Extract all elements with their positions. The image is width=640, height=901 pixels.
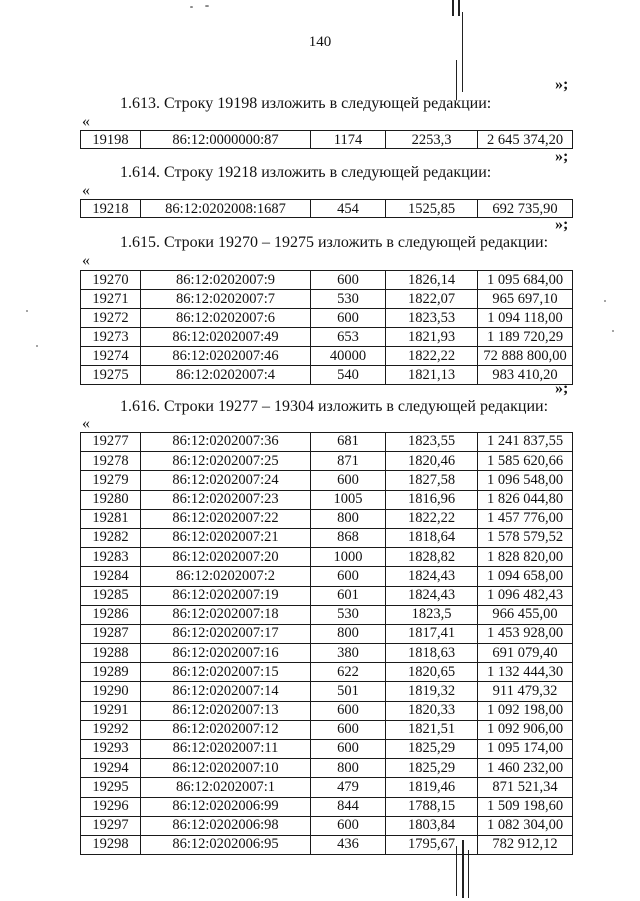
table-body [81,131,573,149]
section-heading: 1.613. Строку 19198 изложить в следующей редакции: [120,95,492,112]
area-cell: 800 [311,624,386,643]
value-cell: 692 735,90 [478,200,573,218]
scan-speck [190,6,193,8]
cadastral-number-cell: 86:12:0202007:13 [141,701,311,720]
area-cell: 800 [311,759,386,778]
row-number-cell: 19218 [81,200,141,218]
area-cell: 454 [311,200,386,218]
row-number-cell: 19298 [81,835,141,854]
cadastral-number-cell: 86:12:0202007:4 [141,366,311,385]
cadastral-number-cell: 86:12:0202007:14 [141,682,311,701]
closing-quote: »; [555,380,569,397]
row-number-cell: 19275 [81,366,141,385]
table-row [81,290,573,309]
area-cell: 871 [311,452,386,471]
value-cell: 1 457 776,00 [478,509,573,528]
rate-cell: 1795,67 [386,835,478,854]
cadastral-number-cell: 86:12:0202006:99 [141,797,311,816]
value-cell: 1 453 928,00 [478,624,573,643]
row-number-cell: 19286 [81,605,141,624]
row-number-cell: 19292 [81,720,141,739]
area-cell: 800 [311,509,386,528]
row-number-cell: 19289 [81,663,141,682]
rate-cell: 1803,84 [386,816,478,835]
row-number-cell: 19274 [81,347,141,366]
rate-cell: 1821,93 [386,328,478,347]
table-body [81,271,573,385]
rate-cell: 1823,53 [386,309,478,328]
row-number-cell: 19282 [81,528,141,547]
section-table [80,199,573,218]
area-cell: 1174 [311,131,386,149]
section-heading: 1.616. Строки 19277 – 19304 изложить в следующей редакции: [120,398,549,415]
table-row [81,328,573,347]
cadastral-number-cell: 86:12:0202007:15 [141,663,311,682]
row-number-cell: 19278 [81,452,141,471]
closing-quote: »; [555,216,569,233]
value-cell: 1 828 820,00 [478,548,573,567]
rate-cell: 1821,13 [386,366,478,385]
cadastral-number-cell: 86:12:0202007:23 [141,490,311,509]
row-number-cell: 19296 [81,797,141,816]
value-cell: 983 410,20 [478,366,573,385]
closing-quote: »; [555,148,569,165]
value-cell: 1 096 482,43 [478,586,573,605]
binding-mark [452,0,454,16]
cadastral-number-cell: 86:12:0202007:22 [141,509,311,528]
cadastral-number-cell: 86:12:0202007:46 [141,347,311,366]
rate-cell: 1822,22 [386,347,478,366]
cadastral-number-cell: 86:12:0202007:49 [141,328,311,347]
rate-cell: 1525,85 [386,200,478,218]
table-body [81,200,573,218]
value-cell: 1 095 174,00 [478,740,573,759]
section-table [80,432,573,855]
rate-cell: 1819,32 [386,682,478,701]
table-row [81,720,573,739]
value-cell: 966 455,00 [478,605,573,624]
binding-line [468,850,469,898]
cadastral-number-cell: 86:12:0202007:17 [141,624,311,643]
cadastral-number-cell: 86:12:0202007:2 [141,567,311,586]
rate-cell: 1825,29 [386,759,478,778]
table-row [81,471,573,490]
area-cell: 530 [311,605,386,624]
value-cell: 1 095 684,00 [478,271,573,290]
cadastral-number-cell: 86:12:0202007:21 [141,528,311,547]
rate-cell: 1818,63 [386,644,478,663]
value-cell: 2 645 374,20 [478,131,573,149]
row-number-cell: 19272 [81,309,141,328]
table-row [81,131,573,149]
table-row [81,490,573,509]
area-cell: 479 [311,778,386,797]
rate-cell: 1820,46 [386,452,478,471]
cadastral-number-cell: 86:12:0202007:12 [141,720,311,739]
rate-cell: 1816,96 [386,490,478,509]
section-table [80,270,573,385]
scan-speck [604,300,606,302]
value-cell: 72 888 800,00 [478,347,573,366]
opening-quote: « [82,182,90,199]
row-number-cell: 19285 [81,586,141,605]
table-row [81,682,573,701]
value-cell: 965 697,10 [478,290,573,309]
cadastral-number-cell: 86:12:0202007:24 [141,471,311,490]
rate-cell: 1827,58 [386,471,478,490]
rate-cell: 1825,29 [386,740,478,759]
rate-cell: 1828,82 [386,548,478,567]
rate-cell: 2253,3 [386,131,478,149]
value-cell: 1 826 044,80 [478,490,573,509]
table-row [81,835,573,854]
table-body [81,433,573,855]
area-cell: 600 [311,720,386,739]
table-row [81,309,573,328]
table-row [81,586,573,605]
table-row [81,433,573,452]
closing-quote: »; [555,76,569,93]
rate-cell: 1818,64 [386,528,478,547]
rate-cell: 1817,41 [386,624,478,643]
row-number-cell: 19290 [81,682,141,701]
section-heading: 1.614. Строку 19218 изложить в следующей редакции: [120,164,492,181]
table-row [81,347,573,366]
area-cell: 600 [311,471,386,490]
area-cell: 653 [311,328,386,347]
value-cell: 911 479,32 [478,682,573,701]
row-number-cell: 19280 [81,490,141,509]
rate-cell: 1819,46 [386,778,478,797]
section-heading: 1.615. Строки 19270 – 19275 изложить в следующей редакции: [120,234,549,251]
row-number-cell: 19273 [81,328,141,347]
area-cell: 530 [311,290,386,309]
cadastral-number-cell: 86:12:0202007:9 [141,271,311,290]
opening-quote: « [82,252,90,269]
value-cell: 691 079,40 [478,644,573,663]
cadastral-number-cell: 86:12:0202007:25 [141,452,311,471]
rate-cell: 1821,51 [386,720,478,739]
table-row [81,452,573,471]
cadastral-number-cell: 86:12:0202007:1 [141,778,311,797]
rate-cell: 1824,43 [386,567,478,586]
row-number-cell: 19270 [81,271,141,290]
table-row [81,366,573,385]
row-number-cell: 19284 [81,567,141,586]
area-cell: 40000 [311,347,386,366]
value-cell: 1 132 444,30 [478,663,573,682]
table-row [81,200,573,218]
cadastral-number-cell: 86:12:0202007:19 [141,586,311,605]
rate-cell: 1820,65 [386,663,478,682]
table-row [81,778,573,797]
cadastral-number-cell: 86:12:0202006:95 [141,835,311,854]
area-cell: 868 [311,528,386,547]
row-number-cell: 19287 [81,624,141,643]
table-row [81,567,573,586]
area-cell: 380 [311,644,386,663]
row-number-cell: 19198 [81,131,141,149]
table-row [81,548,573,567]
value-cell: 1 082 304,00 [478,816,573,835]
rate-cell: 1826,14 [386,271,478,290]
row-number-cell: 19291 [81,701,141,720]
cadastral-number-cell: 86:12:0202006:98 [141,816,311,835]
cadastral-number-cell: 86:12:0000000:87 [141,131,311,149]
cadastral-number-cell: 86:12:0202007:18 [141,605,311,624]
binding-line [462,12,463,92]
area-cell: 601 [311,586,386,605]
row-number-cell: 19277 [81,433,141,452]
cadastral-number-cell: 86:12:0202007:7 [141,290,311,309]
area-cell: 501 [311,682,386,701]
rate-cell: 1823,55 [386,433,478,452]
rate-cell: 1824,43 [386,586,478,605]
cadastral-number-cell: 86:12:0202007:36 [141,433,311,452]
area-cell: 844 [311,797,386,816]
cadastral-number-cell: 86:12:0202007:11 [141,740,311,759]
area-cell: 622 [311,663,386,682]
cadastral-number-cell: 86:12:0202007:20 [141,548,311,567]
rate-cell: 1788,15 [386,797,478,816]
table-row [81,663,573,682]
scan-speck [26,310,28,312]
row-number-cell: 19293 [81,740,141,759]
value-cell: 1 094 658,00 [478,567,573,586]
row-number-cell: 19283 [81,548,141,567]
value-cell: 1 509 198,60 [478,797,573,816]
value-cell: 782 912,12 [478,835,573,854]
value-cell: 871 521,34 [478,778,573,797]
area-cell: 540 [311,366,386,385]
page-number: 140 [308,34,332,50]
table-row [81,797,573,816]
value-cell: 1 096 548,00 [478,471,573,490]
area-cell: 600 [311,271,386,290]
cadastral-number-cell: 86:12:0202007:16 [141,644,311,663]
table-row [81,509,573,528]
scan-speck [205,5,209,7]
opening-quote: « [82,113,90,130]
row-number-cell: 19294 [81,759,141,778]
area-cell: 1000 [311,548,386,567]
table-row [81,759,573,778]
value-cell: 1 578 579,52 [478,528,573,547]
row-number-cell: 19279 [81,471,141,490]
area-cell: 600 [311,740,386,759]
value-cell: 1 094 118,00 [478,309,573,328]
binding-line [456,60,457,100]
opening-quote: « [82,415,90,432]
row-number-cell: 19295 [81,778,141,797]
value-cell: 1 092 198,00 [478,701,573,720]
table-row [81,271,573,290]
value-cell: 1 189 720,29 [478,328,573,347]
area-cell: 600 [311,567,386,586]
rate-cell: 1823,5 [386,605,478,624]
area-cell: 1005 [311,490,386,509]
area-cell: 600 [311,816,386,835]
cadastral-number-cell: 86:12:0202008:1687 [141,200,311,218]
table-row [81,605,573,624]
row-number-cell: 19271 [81,290,141,309]
value-cell: 1 585 620,66 [478,452,573,471]
row-number-cell: 19281 [81,509,141,528]
area-cell: 436 [311,835,386,854]
cadastral-number-cell: 86:12:0202007:6 [141,309,311,328]
rate-cell: 1822,07 [386,290,478,309]
area-cell: 681 [311,433,386,452]
value-cell: 1 241 837,55 [478,433,573,452]
table-row [81,740,573,759]
scan-speck [612,330,614,332]
scan-speck [36,345,38,347]
value-cell: 1 460 232,00 [478,759,573,778]
binding-mark [458,0,460,16]
value-cell: 1 092 906,00 [478,720,573,739]
row-number-cell: 19288 [81,644,141,663]
rate-cell: 1820,33 [386,701,478,720]
section-table [80,130,573,149]
table-row [81,624,573,643]
row-number-cell: 19297 [81,816,141,835]
area-cell: 600 [311,701,386,720]
table-row [81,701,573,720]
rate-cell: 1822,22 [386,509,478,528]
table-row [81,644,573,663]
table-row [81,528,573,547]
table-row [81,816,573,835]
area-cell: 600 [311,309,386,328]
cadastral-number-cell: 86:12:0202007:10 [141,759,311,778]
